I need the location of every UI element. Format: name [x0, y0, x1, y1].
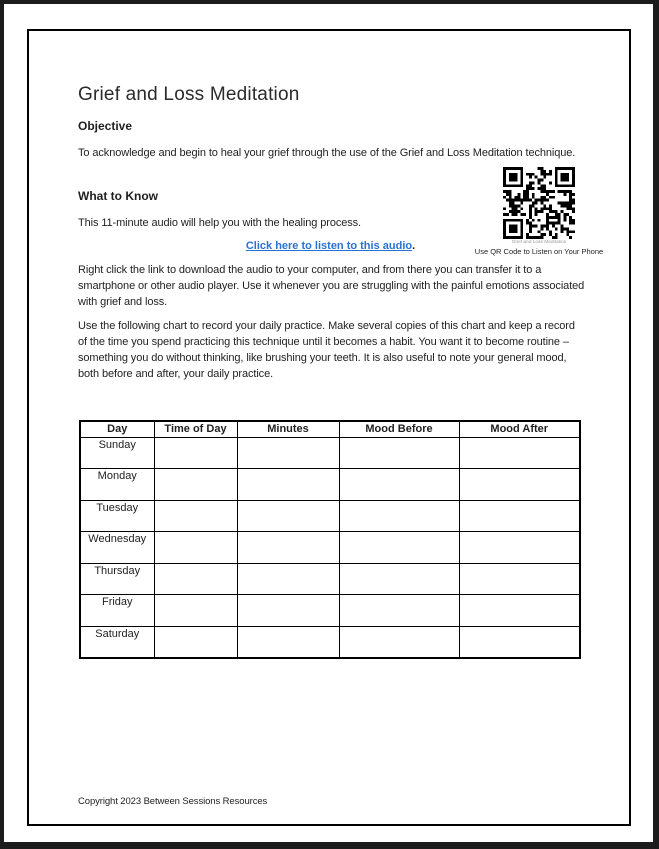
table-cell: [154, 469, 237, 501]
table-cell: [339, 532, 459, 564]
day-label: Friday: [80, 595, 154, 627]
objective-paragraph: To acknowledge and begin to heal your grief through the use of the Grief and Loss Meditation technique.: [78, 147, 576, 159]
document-page: [4, 4, 653, 842]
header-mood-before: Mood Before: [339, 421, 459, 437]
table-row: [80, 500, 580, 532]
download-instructions-paragraph: Right click the link to download the audio to your computer, and from there you can transfer it to a smartphone or other audio player. Use it whenever you are struggling with the painful emotions associated with grief and loss.: [78, 264, 585, 308]
table-header-row: [80, 421, 580, 437]
table-cell: [154, 532, 237, 564]
qr-code-block: [464, 167, 614, 256]
page-title: Grief and Loss Meditation: [78, 84, 300, 105]
table-row: [80, 437, 580, 469]
table-cell: [339, 626, 459, 658]
day-label: Wednesday: [80, 532, 154, 564]
table-cell: [237, 563, 339, 595]
table-cell: [339, 437, 459, 469]
day-label: Saturday: [80, 626, 154, 658]
header-mood-after: Mood After: [459, 421, 580, 437]
table-row: [80, 532, 580, 564]
table-row: [80, 595, 580, 627]
table-cell: [459, 595, 580, 627]
table-row: [80, 469, 580, 501]
daily-practice-table: [79, 420, 581, 659]
table-cell: [339, 500, 459, 532]
table-cell: [237, 532, 339, 564]
what-to-know-heading: What to Know: [78, 189, 158, 203]
copyright-text: Copyright 2023 Between Sessions Resources: [78, 796, 268, 807]
table-cell: [154, 437, 237, 469]
table-cell: [459, 500, 580, 532]
qr-caption-instruction: Use QR Code to Listen on Your Phone: [474, 247, 604, 256]
day-label: Tuesday: [80, 500, 154, 532]
table-cell: [237, 500, 339, 532]
chart-instructions-paragraph: Use the following chart to record your daily practice. Make several copies of this chart and keep a record of the time you spend practicing this technique until it becomes a habit. You want it to become routine – something you do without thinking, like brushing your teeth. It is also useful to note your general mood, both before and after, your daily practice.: [78, 320, 575, 380]
day-label: Thursday: [80, 563, 154, 595]
table-cell: [237, 437, 339, 469]
table-cell: [459, 469, 580, 501]
table-row: [80, 563, 580, 595]
table-cell: [154, 500, 237, 532]
table-cell: [339, 469, 459, 501]
audio-link-period: .: [412, 240, 416, 252]
qr-code-icon: [501, 167, 577, 239]
table-cell: [459, 626, 580, 658]
listen-audio-link[interactable]: Click here to listen to this audio: [245, 240, 413, 252]
table-cell: [339, 563, 459, 595]
table-cell: [459, 437, 580, 469]
header-day: Day: [80, 421, 154, 437]
header-time-of-day: Time of Day: [154, 421, 237, 437]
table-cell: [154, 595, 237, 627]
what-to-know-paragraph: This 11-minute audio will help you with the healing process.: [78, 217, 362, 229]
table-cell: [237, 595, 339, 627]
table-cell: [154, 626, 237, 658]
table-cell: [459, 532, 580, 564]
table-cell: [459, 563, 580, 595]
day-label: Monday: [80, 469, 154, 501]
table-cell: [339, 595, 459, 627]
table-cell: [237, 469, 339, 501]
objective-heading: Objective: [78, 119, 133, 133]
qr-caption-title: Grief and Loss Meditation: [511, 240, 567, 245]
day-label: Sunday: [80, 437, 154, 469]
table-row: [80, 626, 580, 658]
header-minutes: Minutes: [237, 421, 339, 437]
table-cell: [237, 626, 339, 658]
table-cell: [154, 563, 237, 595]
